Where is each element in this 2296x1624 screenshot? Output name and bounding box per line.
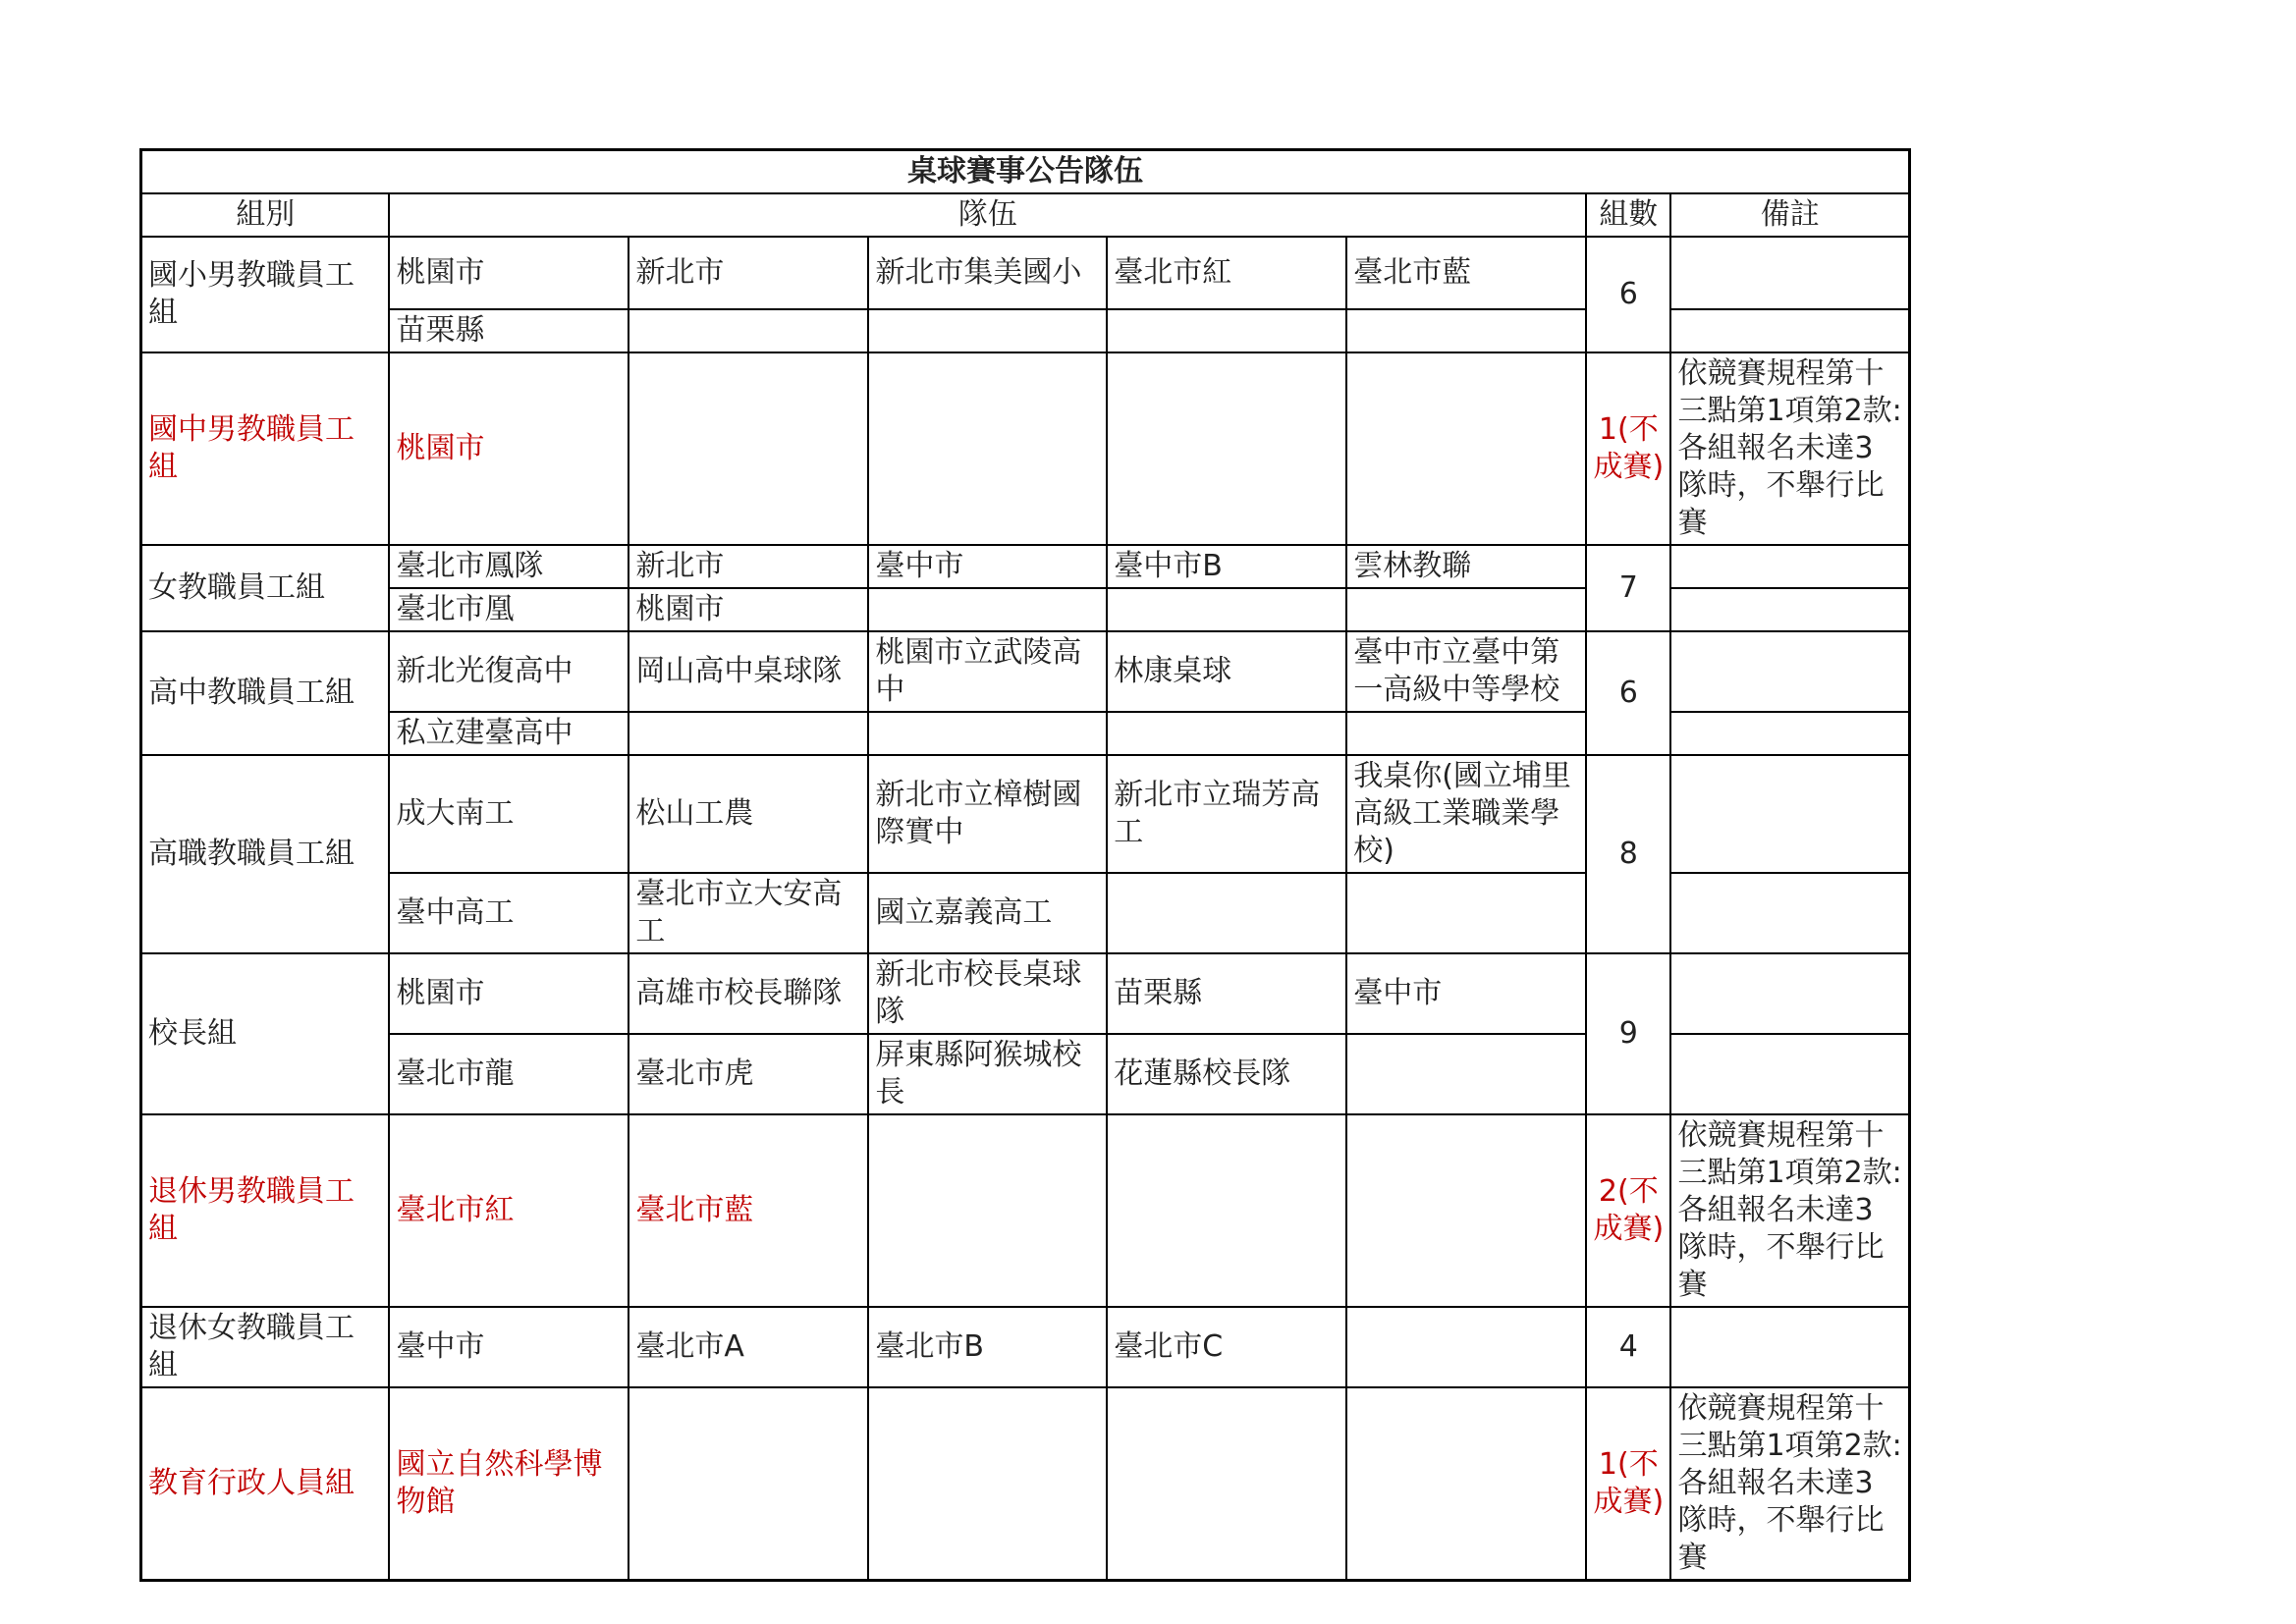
group-note: [1670, 1034, 1909, 1114]
team-cell: 新北市立樟樹國際實中: [868, 755, 1107, 873]
team-cell: 桃園市: [389, 237, 629, 309]
group-count: 8: [1586, 755, 1670, 953]
group-count: 9: [1586, 953, 1670, 1114]
team-cell: [629, 352, 868, 545]
team-cell: 雲林教聯: [1346, 545, 1586, 588]
group-name: 退休女教職員工組: [141, 1307, 390, 1387]
team-cell: [1346, 1114, 1586, 1307]
team-cell: [868, 1387, 1107, 1581]
table-row: [141, 1307, 1910, 1387]
team-announcement-table: [139, 148, 1911, 1582]
team-cell: 臺北市B: [868, 1307, 1107, 1387]
team-cell: 臺中市: [389, 1307, 629, 1387]
group-count: 4: [1586, 1307, 1670, 1387]
group-count: 6: [1586, 631, 1670, 755]
group-note: [1670, 712, 1909, 755]
team-cell: 臺北市立大安高工: [629, 873, 868, 953]
header-group: 組別: [141, 193, 390, 237]
header-count: 組數: [1586, 193, 1670, 237]
team-cell: 林康桌球: [1107, 631, 1346, 712]
team-cell: 新北市集美國小: [868, 237, 1107, 309]
team-cell: 臺北市虎: [629, 1034, 868, 1114]
group-name: 國小男教職員工組: [141, 237, 390, 352]
team-cell: 新北市: [629, 545, 868, 588]
group-name: 校長組: [141, 953, 390, 1114]
table-row: [141, 545, 1910, 588]
team-cell: 臺北市鳳隊: [389, 545, 629, 588]
team-cell: 松山工農: [629, 755, 868, 873]
team-cell: [868, 352, 1107, 545]
team-cell: [1346, 1034, 1586, 1114]
team-cell: 屏東縣阿猴城校長: [868, 1034, 1107, 1114]
team-cell: 國立嘉義高工: [868, 873, 1107, 953]
group-count: 7: [1586, 545, 1670, 631]
team-cell: 我桌你(國立埔里高級工業職業學校): [1346, 755, 1586, 873]
team-cell: 臺北市紅: [389, 1114, 629, 1307]
team-cell: 桃園市立武陵高中: [868, 631, 1107, 712]
group-note: [1670, 873, 1909, 953]
team-cell: 臺中市立臺中第一高級中等學校: [1346, 631, 1586, 712]
team-cell: 苗栗縣: [389, 309, 629, 352]
team-cell: 岡山高中桌球隊: [629, 631, 868, 712]
group-note: [1670, 309, 1909, 352]
group-name: 退休男教職員工組: [141, 1114, 390, 1307]
team-cell: [1346, 1307, 1586, 1387]
team-cell: 桃園市: [389, 953, 629, 1034]
team-cell: 臺北市藍: [629, 1114, 868, 1307]
table-row: [141, 631, 1910, 712]
team-cell: [868, 588, 1107, 631]
group-note: [1670, 545, 1909, 588]
team-cell: [1107, 712, 1346, 755]
table-row: [141, 237, 1910, 309]
team-cell: 私立建臺高中: [389, 712, 629, 755]
team-cell: [1107, 588, 1346, 631]
team-cell: [868, 1114, 1107, 1307]
team-cell: [868, 309, 1107, 352]
team-cell: [1346, 309, 1586, 352]
team-cell: [629, 309, 868, 352]
team-cell: 苗栗縣: [1107, 953, 1346, 1034]
group-count: 1(不成賽): [1586, 1387, 1670, 1581]
team-cell: 臺北市A: [629, 1307, 868, 1387]
team-cell: 新北光復高中: [389, 631, 629, 712]
team-cell: [1346, 712, 1586, 755]
team-cell: 國立自然科學博物館: [389, 1387, 629, 1581]
team-cell: 臺北市藍: [1346, 237, 1586, 309]
group-note: [1670, 1307, 1909, 1387]
team-cell: 臺北市龍: [389, 1034, 629, 1114]
team-cell: 臺中市: [868, 545, 1107, 588]
team-cell: 新北市立瑞芳高工: [1107, 755, 1346, 873]
table-title: 桌球賽事公告隊伍: [141, 150, 1910, 194]
header-teams: 隊伍: [389, 193, 1586, 237]
header-note: 備註: [1670, 193, 1909, 237]
team-cell: [629, 712, 868, 755]
team-cell: [1346, 588, 1586, 631]
team-cell: 臺中高工: [389, 873, 629, 953]
team-cell: [868, 712, 1107, 755]
team-cell: 新北市校長桌球隊: [868, 953, 1107, 1034]
team-cell: 臺北市C: [1107, 1307, 1346, 1387]
team-cell: [1107, 309, 1346, 352]
team-cell: 花蓮縣校長隊: [1107, 1034, 1346, 1114]
table-row: [141, 755, 1910, 873]
group-note: 依競賽規程第十三點第1項第2款:各組報名未達3隊時，不舉行比賽: [1670, 352, 1909, 545]
group-note: [1670, 237, 1909, 309]
team-cell: 高雄市校長聯隊: [629, 953, 868, 1034]
team-cell: 桃園市: [389, 352, 629, 545]
group-count: 6: [1586, 237, 1670, 352]
team-cell: [1107, 873, 1346, 953]
group-note: [1670, 755, 1909, 873]
group-count: 2(不成賽): [1586, 1114, 1670, 1307]
group-name: 國中男教職員工組: [141, 352, 390, 545]
team-cell: [1107, 1114, 1346, 1307]
group-note: [1670, 953, 1909, 1034]
team-cell: 臺北市紅: [1107, 237, 1346, 309]
team-cell: [1107, 1387, 1346, 1581]
group-name: 高中教職員工組: [141, 631, 390, 755]
team-cell: 臺中市: [1346, 953, 1586, 1034]
team-cell: [1107, 352, 1346, 545]
group-note: [1670, 588, 1909, 631]
group-note: 依競賽規程第十三點第1項第2款:各組報名未達3隊時，不舉行比賽: [1670, 1114, 1909, 1307]
team-cell: 臺中市B: [1107, 545, 1346, 588]
team-cell: 新北市: [629, 237, 868, 309]
group-name: 女教職員工組: [141, 545, 390, 631]
team-cell: 成大南工: [389, 755, 629, 873]
group-note: 依競賽規程第十三點第1項第2款:各組報名未達3隊時，不舉行比賽: [1670, 1387, 1909, 1581]
table-row: [141, 352, 1910, 545]
team-cell: [1346, 352, 1586, 545]
team-cell: [1346, 873, 1586, 953]
team-cell: [629, 1387, 868, 1581]
team-cell: 桃園市: [629, 588, 868, 631]
group-count: 1(不成賽): [1586, 352, 1670, 545]
team-cell: [1346, 1387, 1586, 1581]
team-cell: 臺北市凰: [389, 588, 629, 631]
table-row: [141, 1114, 1910, 1307]
table-row: [141, 953, 1910, 1034]
group-name: 高職教職員工組: [141, 755, 390, 953]
table-row: [141, 1387, 1910, 1581]
group-name: 教育行政人員組: [141, 1387, 390, 1581]
group-note: [1670, 631, 1909, 712]
